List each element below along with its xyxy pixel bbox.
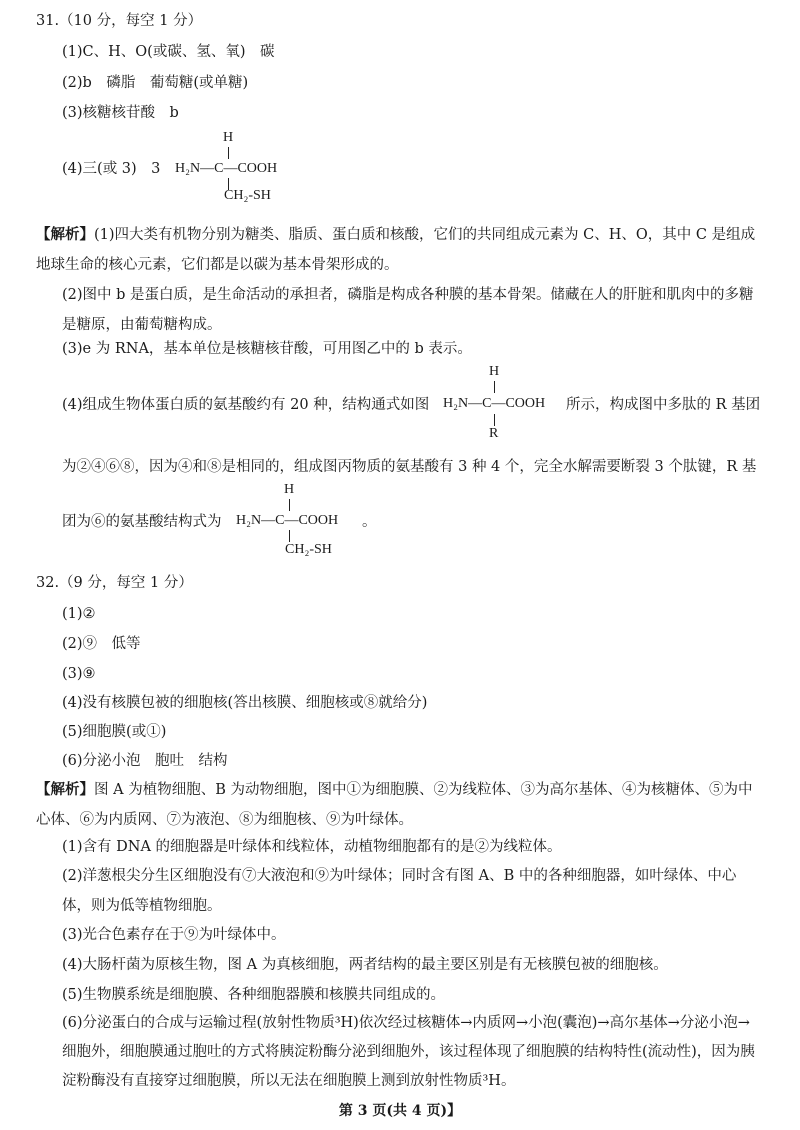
q32-answer-5: (5)细胞膜(或①): [62, 724, 167, 740]
q32-analysis-2: (2)洋葱根尖分生区细胞没有⑦大液泡和⑨为叶绿体；同时含有图 A、B 中的各种细胞器，如叶绿体、中心体，则为低等植物细胞。: [62, 868, 737, 914]
q31-answer-3: (3)核糖核苷酸 b: [62, 105, 179, 121]
amino-acid-general-formula: [443, 364, 563, 444]
q31-analysis-4-end: 。: [362, 514, 377, 530]
q31-analysis-4-line2: 为②④⑥⑧，因为④和⑧是相同的，组成图丙物质的氨基酸有 3 种 4 个，完全水解需要断裂 3 个肽键，R 基: [62, 459, 757, 475]
q31-header: 31.（10 分，每空 1 分）: [36, 13, 203, 29]
q31-analysis-3: (3)e 为 RNA，基本单位是核糖核苷酸，可用图乙中的 b 表示。: [62, 341, 472, 357]
q32-header: 32.（9 分，每空 1 分）: [36, 575, 193, 591]
q32-analysis-1: (1)含有 DNA 的细胞器是叶绿体和线粒体，动植物细胞都有的是②为线粒体。: [62, 839, 562, 855]
analysis-text: (1)四大类有机物分别为糖类、脂质、蛋白质和核酸，它们的共同组成元素为 C、H、O，其中 C 是组成地球生命的核心元素，它们都是以碳为基本骨架形成的。: [36, 227, 756, 273]
cysteine-formula-answer: [175, 130, 315, 203]
q31-analysis-4-line3: 团为⑥的氨基酸结构式为: [62, 514, 222, 530]
q31-answer-1: (1)C、H、O(或碳、氢、氧) 碳: [62, 44, 275, 60]
q32-analysis-intro: [36, 775, 764, 835]
q32-answer-6: (6)分泌小泡 胞吐 结构: [62, 753, 228, 769]
q32-analysis-3: (3)光合色素存在于⑨为叶绿体中。: [62, 927, 286, 943]
formula-h: H: [489, 364, 500, 379]
formula-main: H₂N—C—COOH: [236, 513, 339, 528]
analysis-tag: 【解析】: [36, 226, 94, 243]
q32-analysis-6: (6)分泌蛋白的合成与运输过程(放射性物质³H)依次经过核糖体→内质网→小泡(囊泡)→高尔基体→分泌小泡→细胞外，细胞膜通过胞吐的方式将胰淀粉酶分泌到细胞外，该过程体现了细胞膜的结构特性(流动性)，因为胰淀粉酶没有直接穿过细胞膜，所以无法在细胞膜上测到放射性物质³H。: [62, 1015, 755, 1089]
formula-side-chain: CH₂-SH: [285, 542, 332, 557]
page-footer: 第 3 页(共 4 页)】: [338, 1103, 462, 1119]
q32-answer-1: (1)②: [62, 606, 96, 622]
q31-answer-4: (4)三(或 3) 3: [62, 161, 161, 177]
formula-main: H₂N—C—COOH: [175, 161, 278, 176]
q32-answer-3: (3)⑨: [62, 666, 96, 682]
analysis-tag: 【解析】: [36, 781, 94, 798]
q31-analysis-1: [36, 220, 764, 280]
q31-analysis-2: (2)图中 b 是蛋白质，是生命活动的承担者，磷脂是构成各种膜的基本骨架。储藏在人的肝脏和肌肉中的多糖是糖原，由葡萄糖构成。: [62, 287, 754, 333]
q32-answer-2: (2)⑨ 低等: [62, 636, 141, 652]
formula-r-group: R: [489, 426, 499, 441]
formula-side-chain: CH₂-SH: [224, 188, 271, 203]
formula-main: H₂N—C—COOH: [443, 396, 546, 411]
q32-answer-4: (4)没有核膜包被的细胞核(答出核膜、细胞核或⑧就给分): [62, 695, 428, 711]
q32-analysis-5: (5)生物膜系统是细胞膜、各种细胞器膜和核膜共同组成的。: [62, 987, 446, 1003]
q31-answer-2: (2)b 磷脂 葡萄糖(或单糖): [62, 75, 249, 91]
analysis-text: 图 A 为植物细胞、B 为动物细胞，图中①为细胞膜、②为线粒体、③为高尔基体、④为核糖体、⑤为中心体、⑥为内质网、⑦为液泡、⑧为细胞核、⑨为叶绿体。: [36, 782, 753, 828]
formula-h: H: [284, 482, 295, 497]
q31-analysis-4-post: 所示，构成图中多肽的 R 基团: [566, 397, 761, 413]
q32-analysis-4: (4)大肠杆菌为原核生物，图 A 为真核细胞，两者结构的最主要区别是有无核膜包被的细胞核。: [62, 957, 668, 973]
cysteine-formula-analysis: [236, 482, 376, 562]
formula-h: H: [223, 130, 234, 145]
q31-analysis-4-pre: (4)组成生物体蛋白质的氨基酸约有 20 种，结构通式如图: [62, 397, 430, 413]
